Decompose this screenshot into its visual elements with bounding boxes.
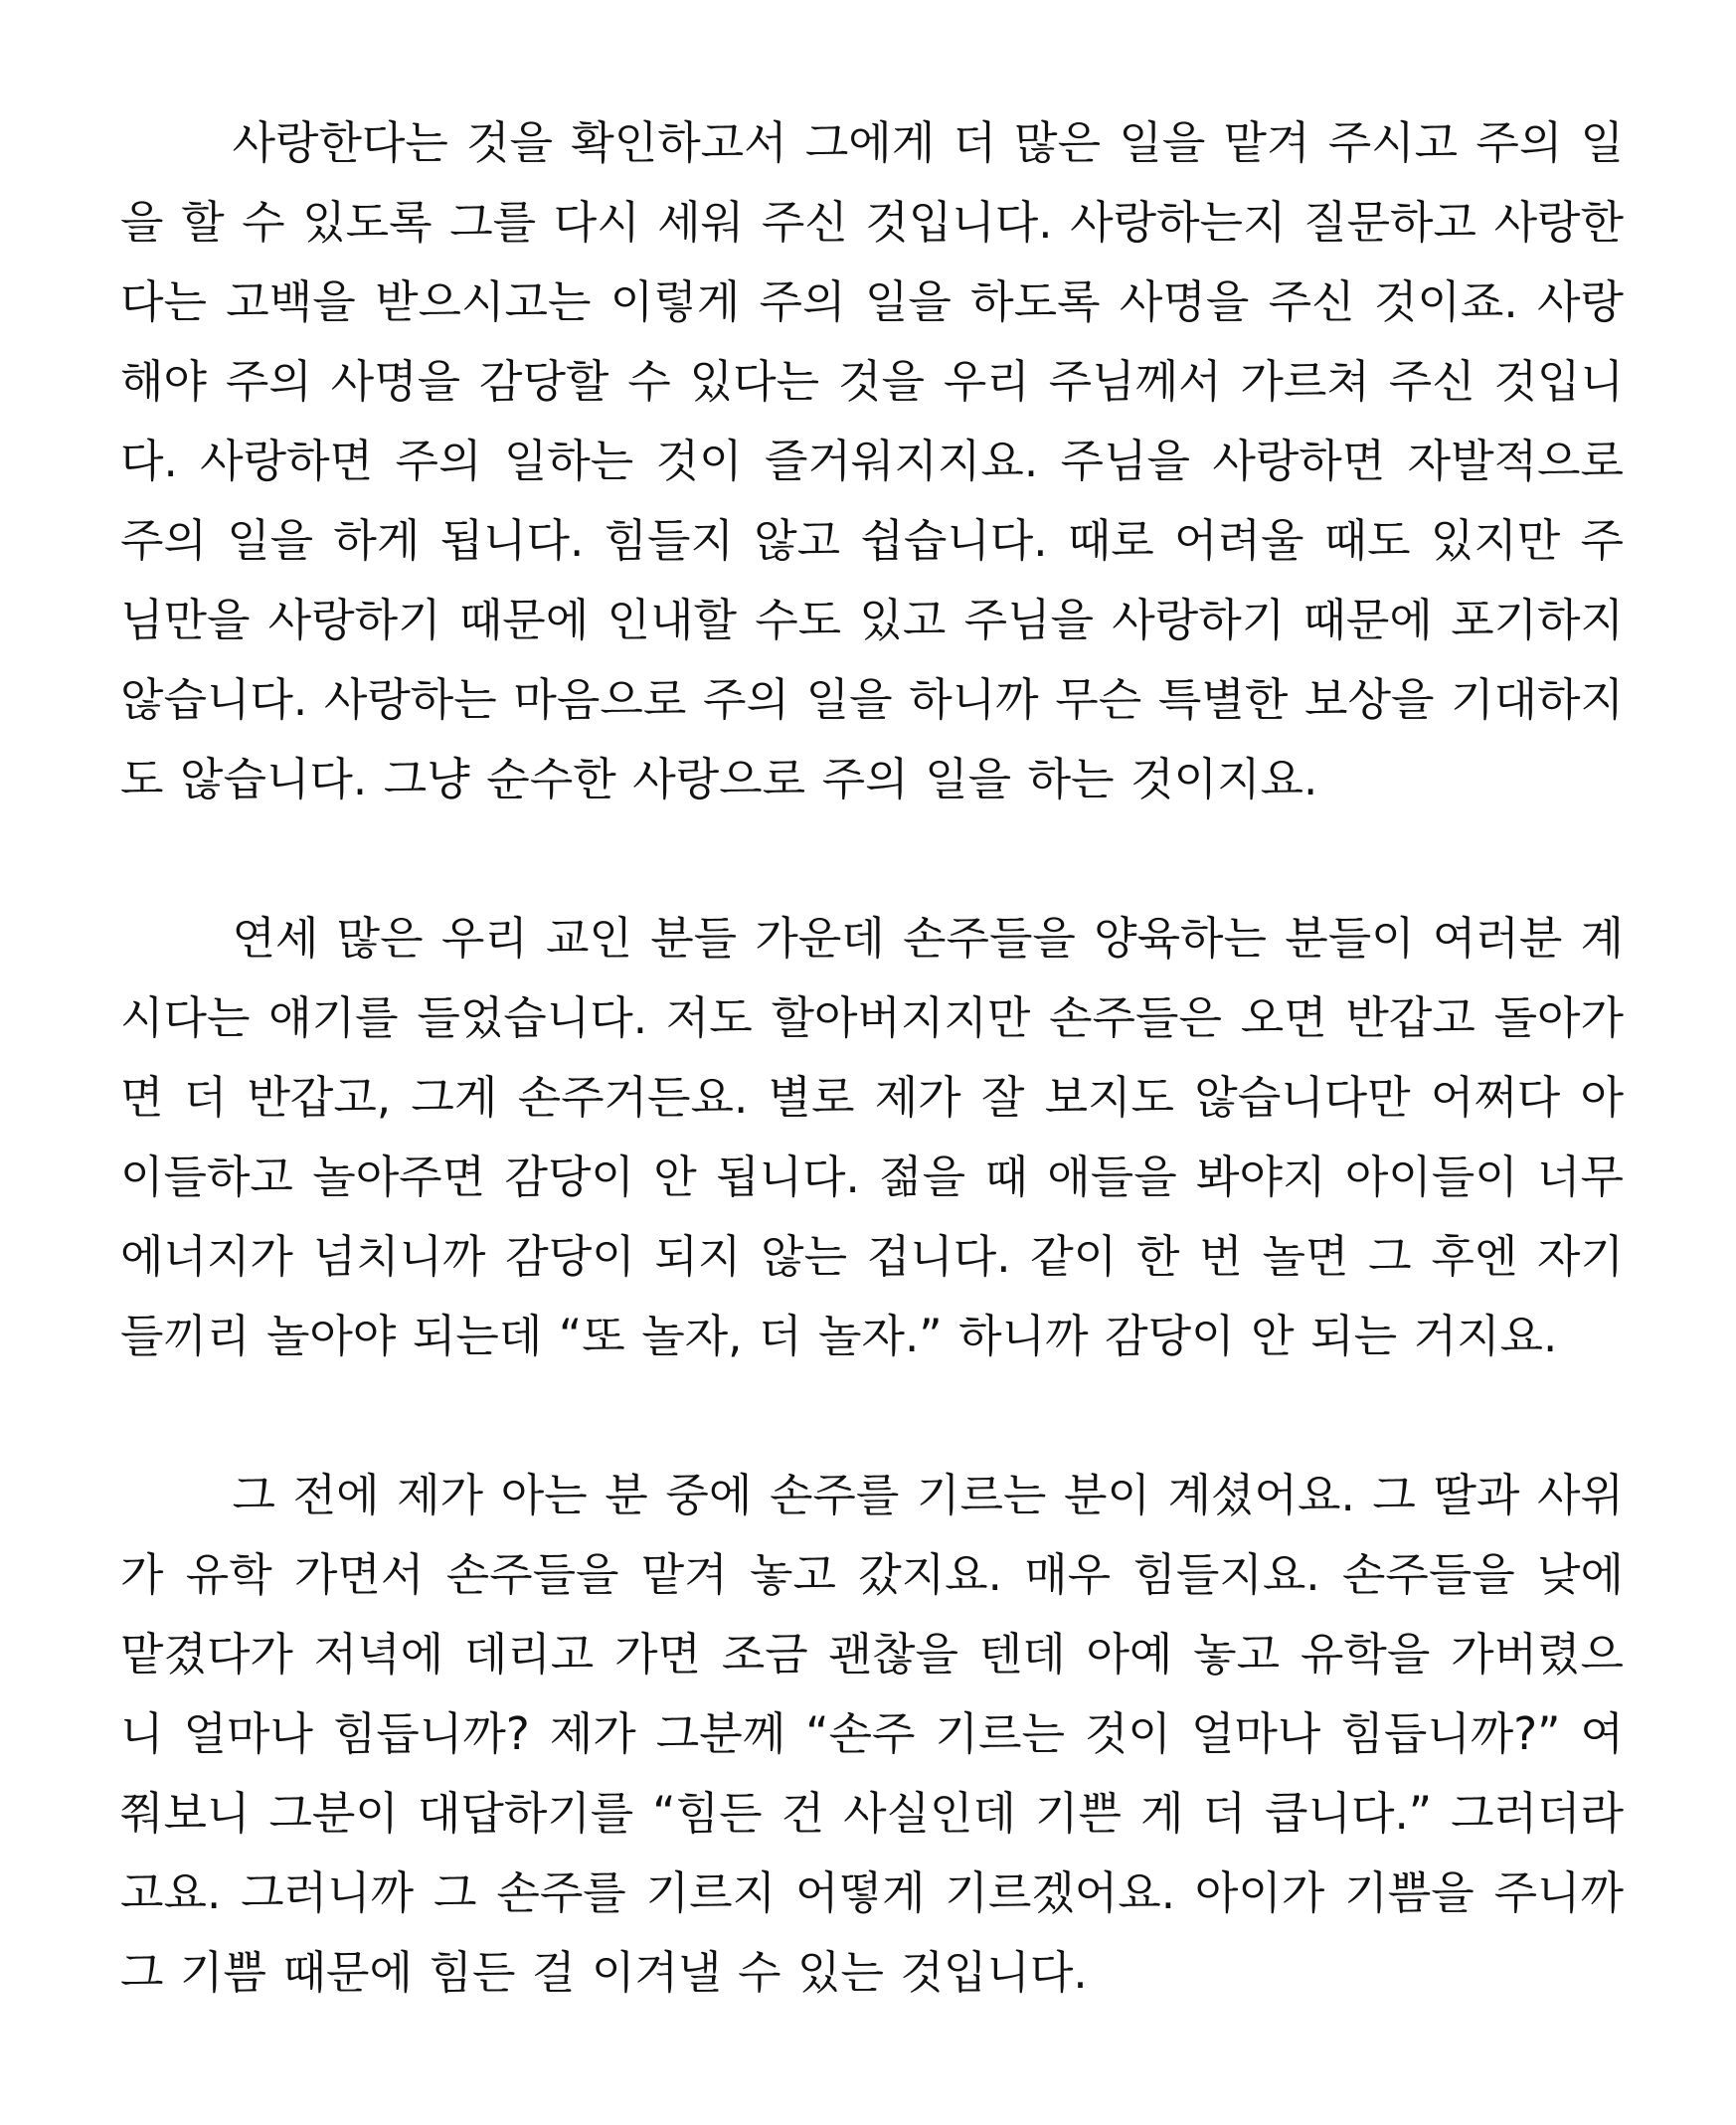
document-page [120, 103, 1624, 2013]
paragraph-3: 그 전에 제가 아는 분 중에 손주를 기르는 분이 계셨어요. 그 딸과 사위가 유학 가면서 손주들을 맡겨 놓고 갔지요. 매우 힘들지요. 손주들을 낮에 맡겼다가 저녁에 데리고 가면 조금 괜찮을 텐데 아예 놓고 유학을 가버렸으니 얼마나 힘듭니까? 제가 그분께 “손주 기르는 것이 얼마나 힘듭니까?” 여쭤보니 그분이 대답하기를 “힘든 건 사실인데 기쁜 게 더 큽니다.” 그러더라고요. 그러니까 그 손주를 기르지 어떻게 기르겠어요. 아이가 기쁨을 주니까 그 기쁨 때문에 힘든 걸 이겨낼 수 있는 것입니다. [120, 1469, 1624, 1999]
paragraph-2: 연세 많은 우리 교인 분들 가운데 손주들을 양육하는 분들이 여러분 계시다는 얘기를 들었습니다. 저도 할아버지지만 손주들은 오면 반갑고 돌아가면 더 반갑고, 그게 손주거든요. 별로 제가 잘 보지도 않습니다만 어쩌다 아이들하고 놀아주면 감당이 안 됩니다. 젊을 때 애들을 봐야지 아이들이 너무 에너지가 넘치니까 감당이 되지 않는 겁니다. 같이 한 번 놀면 그 후엔 자기들끼리 놀아야 되는데 “또 놀자, 더 놀자.” 하니까 감당이 안 되는 거지요. [120, 912, 1624, 1362]
paragraph-1: 사랑한다는 것을 확인하고서 그에게 더 많은 일을 맡겨 주시고 주의 일을 할 수 있도록 그를 다시 세워 주신 것입니다. 사랑하는지 질문하고 사랑한다는 고백을 받으시고는 이렇게 주의 일을 하도록 사명을 주신 것이죠. 사랑해야 주의 사명을 감당할 수 있다는 것을 우리 주님께서 가르쳐 주신 것입니다. 사랑하면 주의 일하는 것이 즐거워지지요. 주님을 사랑하면 자발적으로 주의 일을 하게 됩니다. 힘들지 않고 쉽습니다. 때로 어려울 때도 있지만 주님만을 사랑하기 때문에 인내할 수도 있고 주님을 사랑하기 때문에 포기하지 않습니다. 사랑하는 마음으로 주의 일을 하니까 무슨 특별한 보상을 기대하지도 않습니다. 그냥 순수한 사랑으로 주의 일을 하는 것이지요. [120, 116, 1624, 805]
